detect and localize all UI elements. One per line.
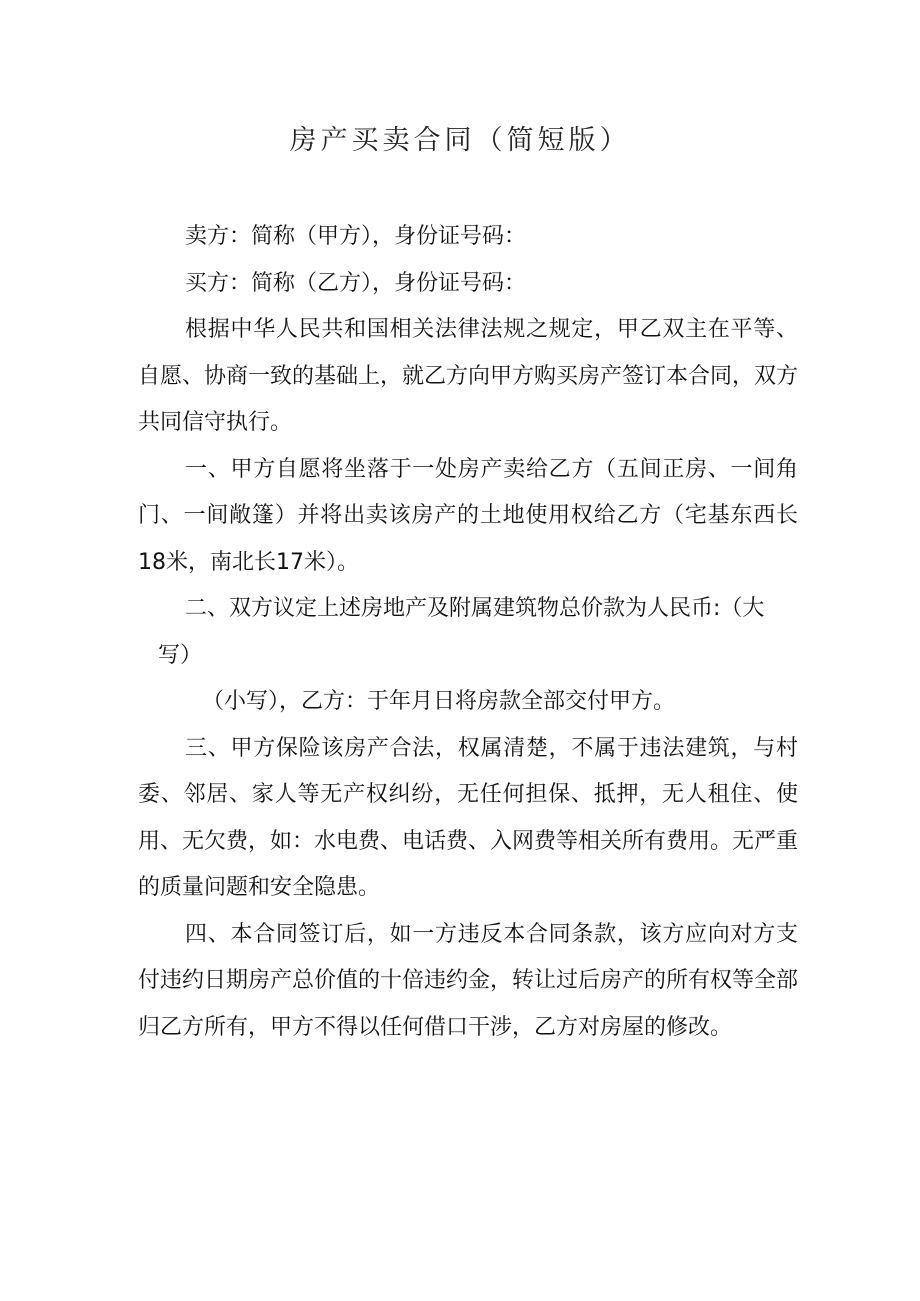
preamble-paragraph: 根据中华人民共和国相关法律法规之规定，甲乙双主在平等、自愿、协商一致的基础上，就乙方向甲方购买房产签订本合同，双方共同信守执行。 xyxy=(138,317,799,435)
clause-three: 三、甲方保险该房产合法，权属清楚，不属于违法建筑，与村委、邻居、家人等无产权纠纷，无任何担保、抵押，无人租住、使用、无欠费，如：水电费、电话费、入网费等相关所有费用。无严重的质量问题和安全隐患。 xyxy=(138,735,799,900)
buyer-line: 买方：简称（乙方），身份证号码： xyxy=(185,270,527,296)
contract-body xyxy=(138,214,798,1051)
seller-line: 卖方：简称（甲方），身份证号码： xyxy=(185,224,527,249)
clause-two: 二、双方议定上述房地产及附属建筑物总价款为人民币:（大 xyxy=(185,596,765,621)
clause-four: 四、本合同签订后，如一方违反本合同条款，该方应向对方支付违约日期房产总价值的十倍违约金，转让过后房产的所有权等全部归乙方所有，甲方不得以任何借口干涉，乙方对房屋的修改。 xyxy=(138,921,799,1040)
clause-one: 一、甲方自愿将坐落于一处房产卖给乙方（五间正房、一间角门、一间敞篷）并将出卖该房产的土地使用权给乙方（宅基东西长18米，南北长17米）。 xyxy=(138,456,798,575)
clause-two-amount-line: （小写），乙方：于年月日将房款全部交付甲方。 xyxy=(202,689,676,714)
clause-two-continued: 写） xyxy=(158,642,203,668)
document-title: 房产买卖合同（简短版） xyxy=(289,125,631,156)
